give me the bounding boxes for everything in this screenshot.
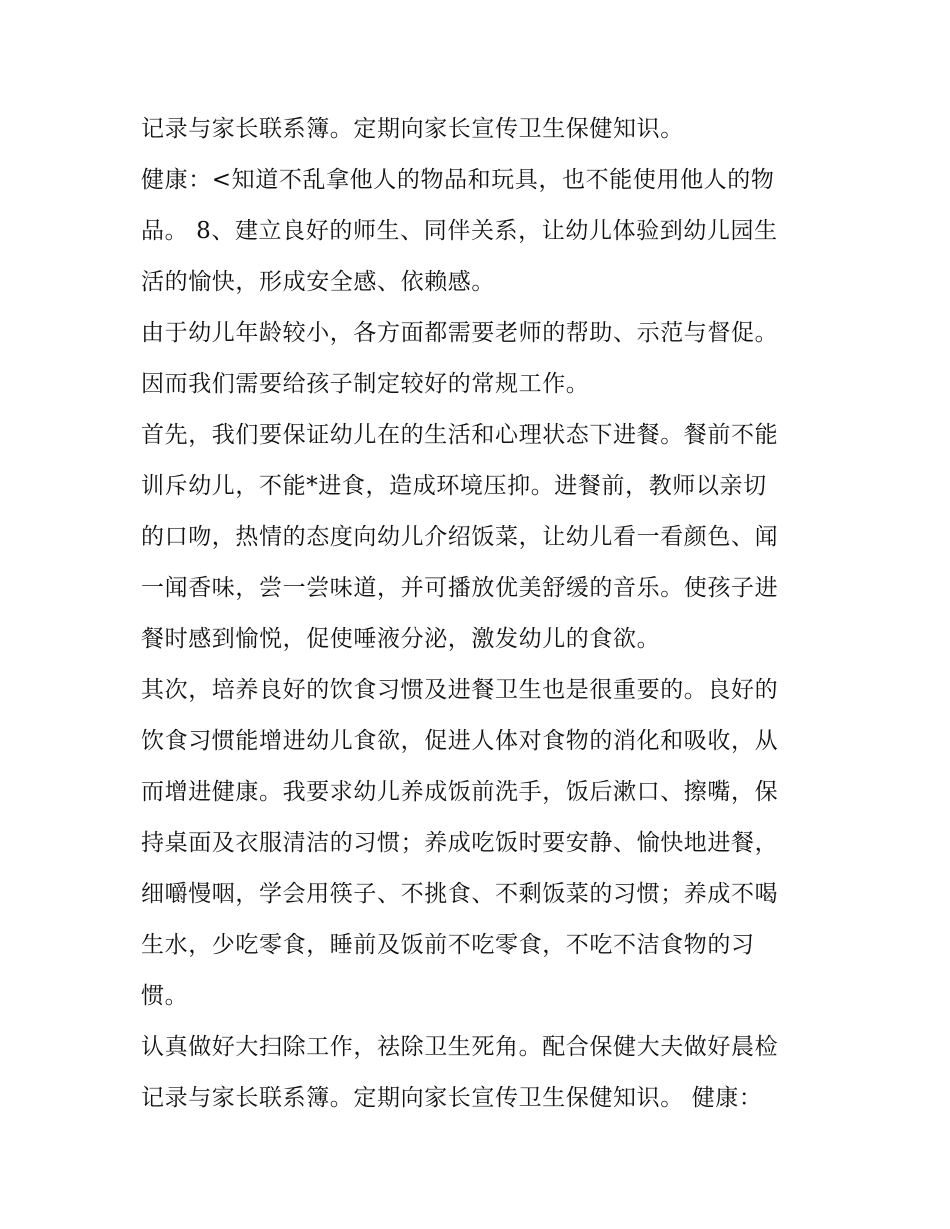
text-line: 饮食习惯能增进幼儿食欲，促进人体对食物的消化和吸收，从 — [141, 728, 779, 754]
text-line: 餐时感到愉悦，促使唾液分泌，激发幼儿的食欲。 — [141, 626, 661, 652]
text-line: 持桌面及衣服清洁的习惯；养成吃饭时要安静、愉快地进餐， — [141, 830, 779, 856]
document-body — [141, 104, 821, 1124]
text-line: 健康：<知道不乱拿他人的物品和玩具，也不能使用他人的物 — [141, 167, 775, 193]
text-line: 品。 8、建立良好的师生、同伴关系，让幼儿体验到幼儿园生 — [141, 218, 778, 244]
text-line: 认真做好大扫除工作，祛除卫生死角。配合保健大夫做好晨检 — [141, 1034, 779, 1060]
text-line: 活的愉快，形成安全感、依赖感。 — [141, 269, 495, 295]
text-line: 记录与家长联系簿。定期向家长宣传卫生保健知识。 健康： — [141, 1085, 763, 1111]
text-line: 细嚼慢咽，学会用筷子、不挑食、不剩饭菜的习惯；养成不喝 — [141, 881, 779, 907]
text-line: 训斥幼儿，不能*进食，造成环境压抑。进餐前，教师以亲切 — [141, 473, 767, 499]
text-line: 而增进健康。我要求幼儿养成饭前洗手，饭后漱口、擦嘴，保 — [141, 779, 779, 805]
text-line: 首先，我们要保证幼儿在的生活和心理状态下进餐。餐前不能 — [141, 422, 779, 448]
text-line: 惯。 — [141, 983, 189, 1009]
text-line: 生水，少吃零食，睡前及饭前不吃零食，不吃不洁食物的习 — [141, 932, 755, 958]
text-line: 记录与家长联系簿。定期向家长宣传卫生保健知识。 — [141, 116, 684, 142]
text-line: 一闻香味，尝一尝味道，并可播放优美舒缓的音乐。使孩子进 — [141, 575, 779, 601]
text-line: 其次，培养良好的饮食习惯及进餐卫生也是很重要的。良好的 — [141, 677, 779, 703]
text-line: 因而我们需要给孩子制定较好的常规工作。 — [141, 371, 590, 397]
text-line: 由于幼儿年龄较小，各方面都需要老师的帮助、示范与督促。 — [141, 320, 779, 346]
text-line: 的口吻，热情的态度向幼儿介绍饭菜，让幼儿看一看颜色、闻 — [141, 524, 779, 550]
